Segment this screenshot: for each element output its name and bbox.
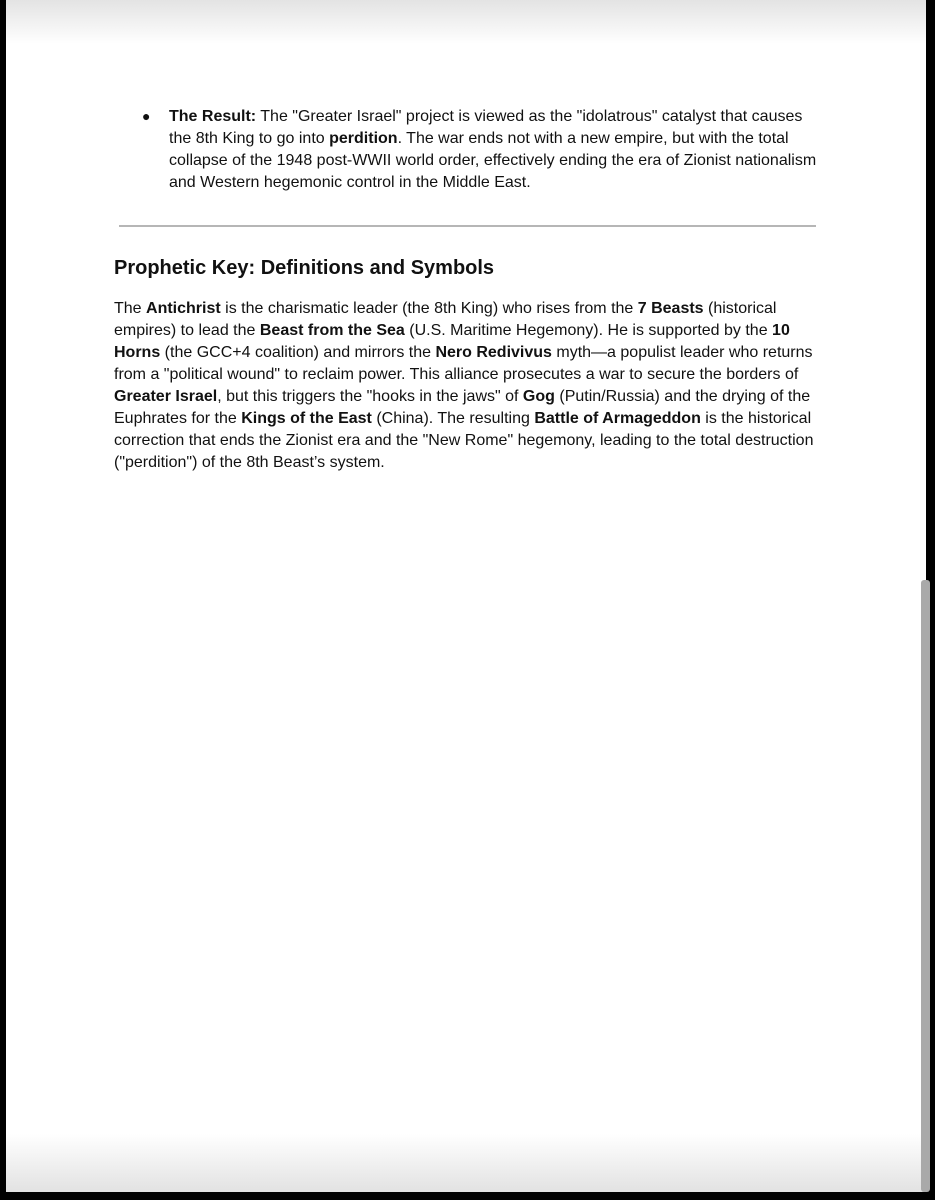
term-nero-redivivus: Nero Redivivus (435, 344, 552, 361)
top-shadow (6, 0, 926, 44)
term-gog: Gog (522, 388, 555, 405)
term-armageddon: Battle of Armageddon (534, 410, 701, 427)
term-kings-of-east: Kings of the East (241, 410, 372, 427)
bullet-text-1: The "Greater Israel" project is viewed as the "idolatrous" catalyst that causes the 8th King to go into (169, 108, 803, 147)
term-greater-israel: Greater Israel (114, 388, 218, 405)
term-antichrist: Antichrist (146, 300, 221, 317)
para-text-9: (China). The resulting (371, 410, 535, 427)
section-heading: Prophetic Key: Definitions and Symbols (114, 257, 495, 279)
scrollbar-thumb[interactable] (921, 580, 930, 1192)
para-text-5: (the GCC+4 coalition) and mirrors the (160, 344, 436, 361)
bullet-text (169, 106, 824, 194)
section-paragraph (114, 298, 826, 474)
document-page (6, 0, 926, 1192)
term-beast-from-sea: Beast from the Sea (259, 322, 405, 339)
term-7-beasts: 7 Beasts (637, 300, 704, 317)
horizontal-rule (119, 225, 816, 227)
para-text-2: is the charismatic leader (the 8th King) who rises from the (220, 300, 638, 317)
para-text-4: (U.S. Maritime Hegemony). He is supported by the (404, 322, 773, 339)
bullet-dot-icon: ● (142, 108, 151, 124)
para-text-6: myth—a populist leader who returns from a "political wound" to reclaim power. This alliance prosecutes a war to secure the borders of (114, 344, 813, 383)
para-text-7: , but this triggers the "hooks in the jaws" of (217, 388, 523, 405)
bullet-text-2: . The war ends not with a new empire, but with the total collapse of the 1948 post-WWII world order, effectively ending the era of Zionist nationalism and Western hegemonic control in the Middle East. (169, 130, 817, 191)
para-text-10: is the historical correction that ends the Zionist era and the "New Rome" hegemony, leading to the total destruction ("perdition") of the 8th Beast’s system. (114, 410, 814, 471)
bottom-shadow (6, 1134, 926, 1192)
para-text-1: The (114, 300, 147, 317)
para-text-8: (Putin/Russia) and the drying of the Euphrates for the (114, 388, 811, 427)
bullet-label: The Result: (169, 108, 257, 125)
term-10-horns: 10 Horns (114, 322, 790, 361)
bullet-bold-perdition: perdition (329, 130, 398, 147)
para-text-3: (historical empires) to lead the (114, 300, 777, 339)
